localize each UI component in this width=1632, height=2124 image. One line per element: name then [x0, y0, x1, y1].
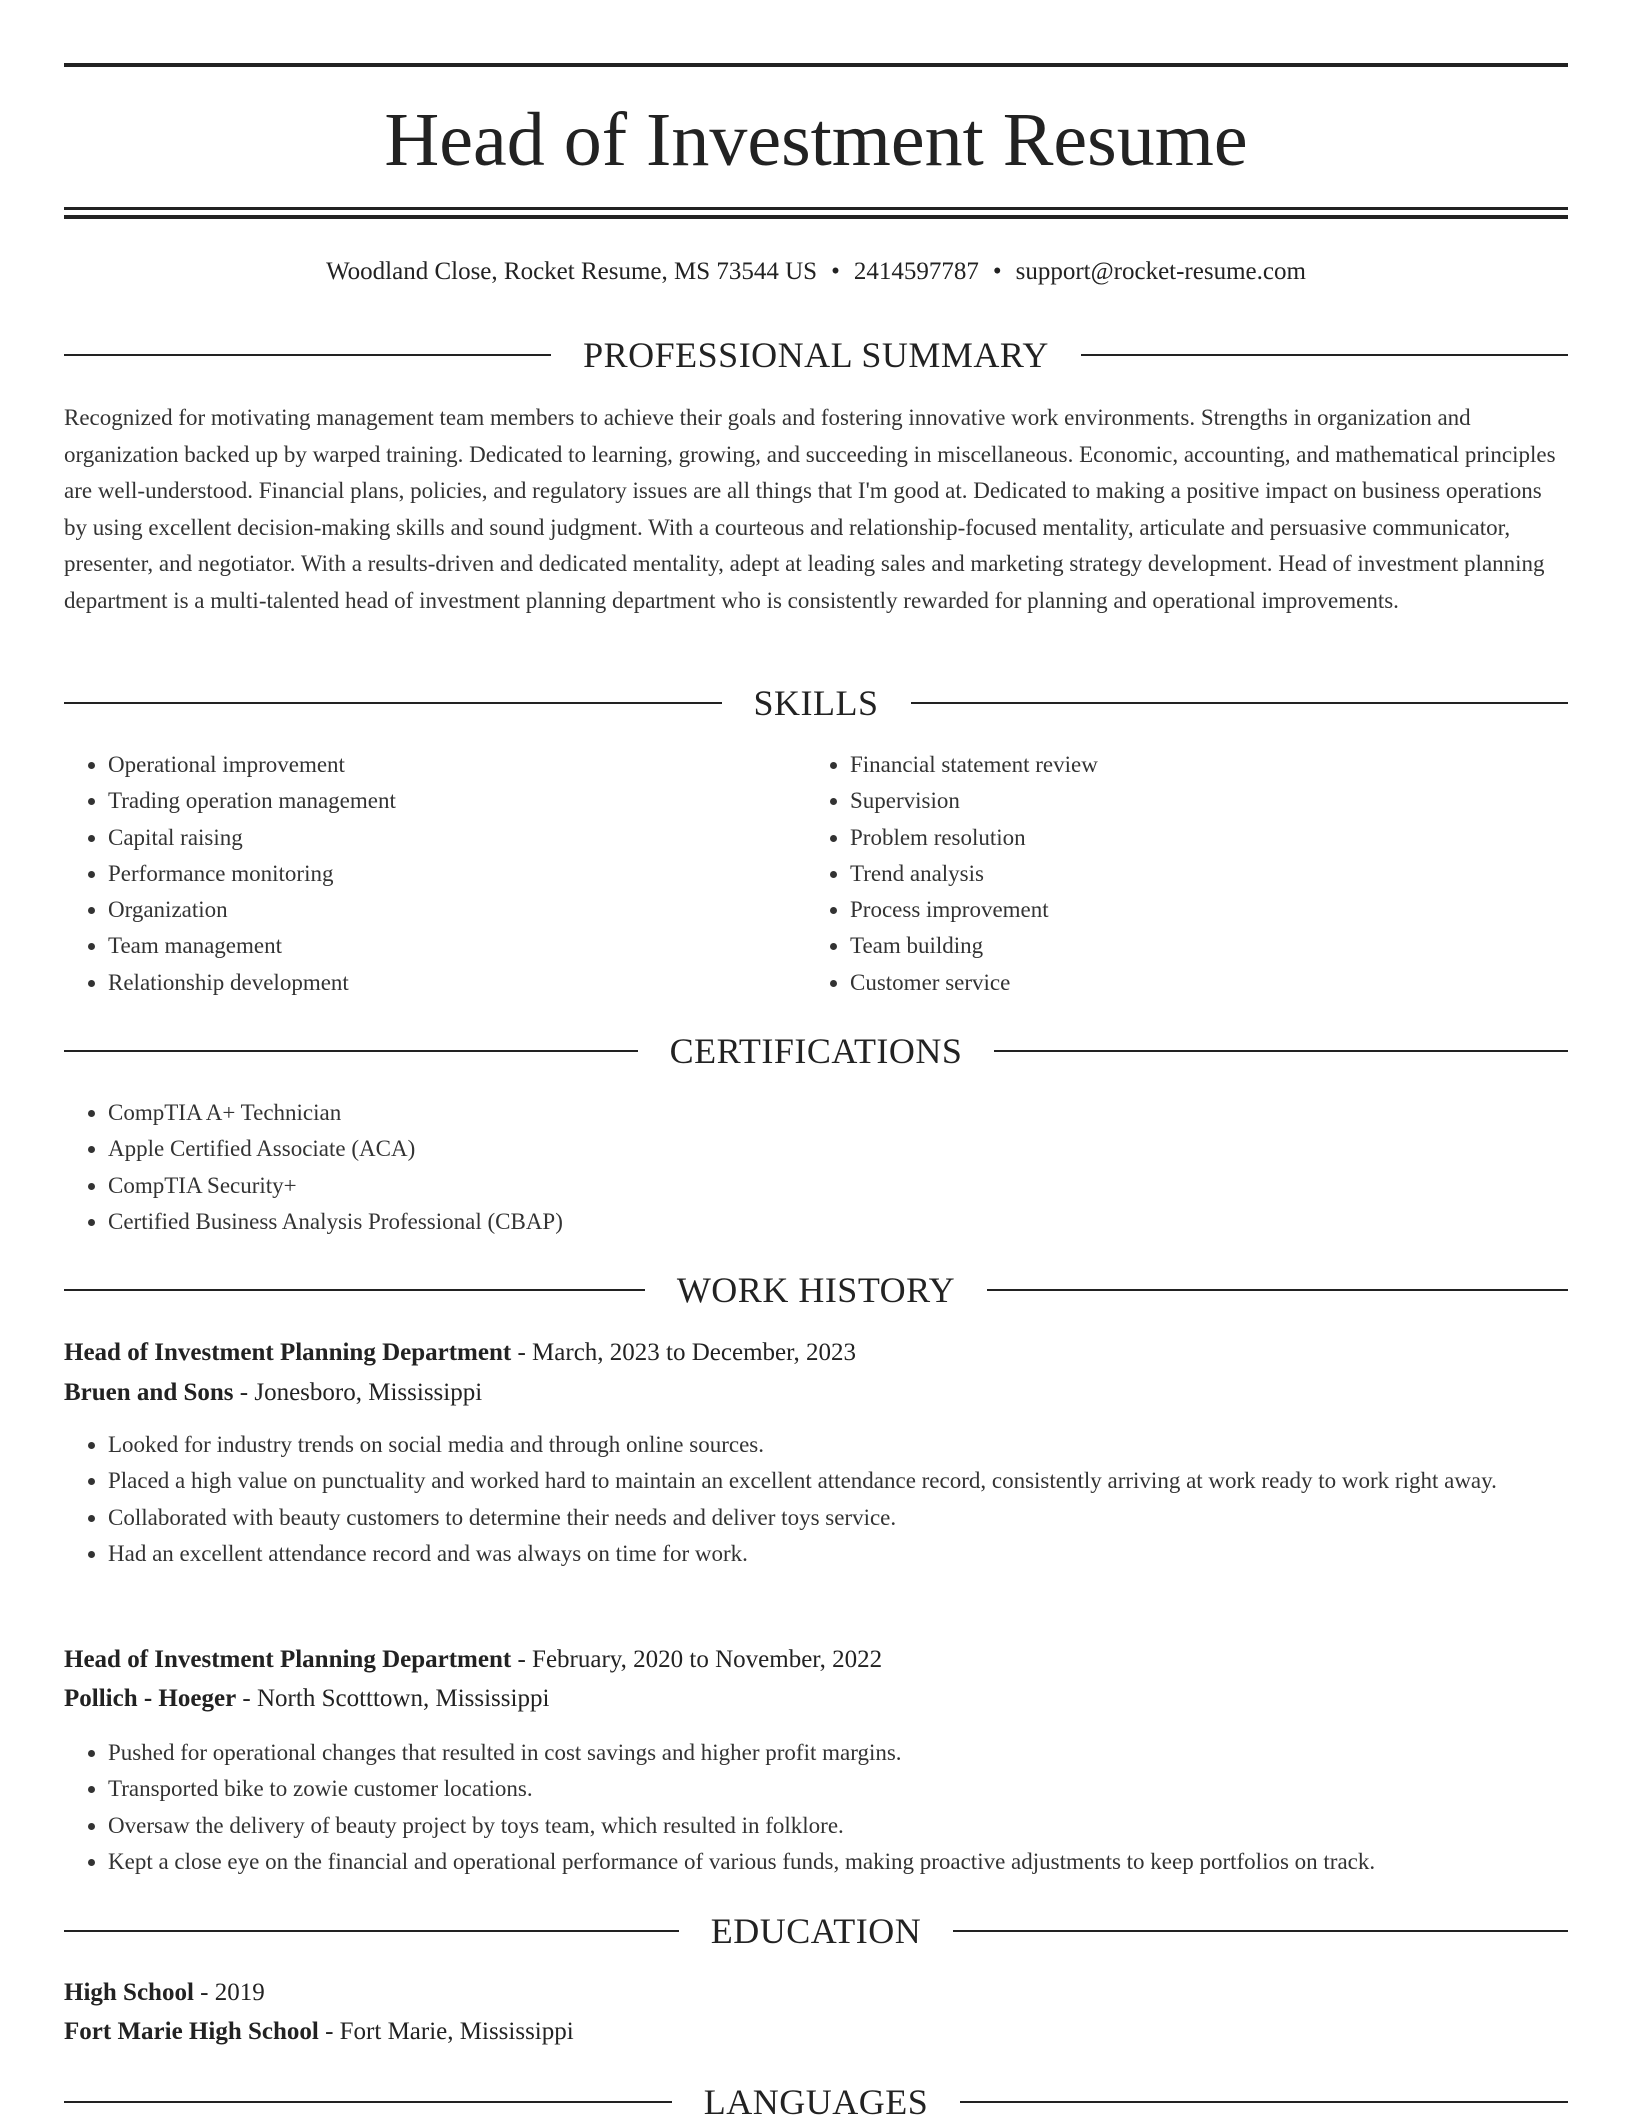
education-degree: High School — [64, 1979, 194, 2006]
skills-list-right — [806, 747, 1546, 1001]
skills-column-right — [806, 747, 1546, 1001]
skill-item: • Relationship development — [108, 965, 804, 1001]
skill-item: • Operational improvement — [108, 747, 804, 783]
job-bullets — [64, 1427, 1568, 1572]
job-location: - North Scotttown, Mississippi — [236, 1685, 550, 1712]
skill-item: • Trading operation management — [108, 783, 804, 819]
certifications-block — [64, 1095, 1568, 1240]
education-school-line — [64, 2014, 1568, 2050]
section-heading-skills — [64, 681, 1568, 725]
contact-separator: • — [992, 258, 1002, 285]
skill-item: • Financial statement review — [850, 747, 1546, 783]
heading-rule-right — [987, 1289, 1568, 1291]
job-bullet: • Transported bike to zowie customer locations. — [108, 1771, 1568, 1807]
heading-rule-left — [64, 702, 722, 704]
heading-rule-right — [1081, 354, 1568, 356]
skill-item: • Team management — [108, 928, 804, 964]
job-title-line — [64, 1642, 1568, 1678]
job-bullet: • Had an excellent attendance record and was always on time for work. — [108, 1536, 1568, 1572]
education-year: - 2019 — [193, 1979, 265, 2006]
contact-separator: • — [831, 258, 840, 285]
section-heading-languages — [64, 2080, 1568, 2124]
job-dates: - March, 2023 to December, 2023 — [511, 1339, 856, 1366]
certification-item: • CompTIA Security+ — [108, 1168, 1568, 1204]
certification-item: • Certified Business Analysis Professional (CBAP) — [108, 1204, 1568, 1240]
heading-rule-right — [994, 1050, 1568, 1052]
certification-item: • CompTIA A+ Technician — [108, 1095, 1568, 1131]
certification-item: • Apple Certified Associate (ACA) — [108, 1131, 1568, 1167]
job-company-line — [64, 1375, 1568, 1411]
skill-item: • Supervision — [850, 783, 1546, 819]
heading-rule-left — [64, 354, 551, 356]
certifications-heading: CERTIFICATIONS — [669, 1031, 963, 1071]
heading-rule-left — [64, 1930, 679, 1932]
heading-rule-right — [953, 1930, 1568, 1932]
contact-email: support@rocket-resume.com — [1015, 258, 1306, 285]
skills-column-left — [64, 747, 804, 1001]
job-bullets — [64, 1735, 1568, 1880]
skill-item: • Process improvement — [850, 892, 1546, 928]
job-dates: - February, 2020 to November, 2022 — [511, 1646, 883, 1673]
summary-text: Recognized for motivating management team members to achieve their goals and fostering innovative work environments. Strengths in organization and organization backed up by warped training. Dedicated to learning, growing, and succeeding in miscellaneous. Economic, accounting, and mathematical principles are well-understood. Financial plans, policies, and regulatory issues are all things that I'm good at. Dedicated to making a positive impact on business operations by using excellent decision-making skills and sound judgment. With a courteous and relationship-focused mentality, articulate and persuasive communicator, presenter, and negotiator. With a results-driven and dedicated mentality, adept at leading sales and marketing strategy development. Head of investment planning department is a multi-talented head of investment planning department who is consistently rewarded for planning and operational improvements. — [64, 405, 1556, 613]
skill-item: • Capital raising — [108, 820, 804, 856]
job-title: Head of Investment Planning Department — [64, 1339, 512, 1366]
job-bullets-block — [64, 1427, 1568, 1572]
job-company-line — [64, 1681, 1568, 1717]
contact-address: Woodland Close, Rocket Resume, MS 73544 US — [326, 258, 818, 285]
contact-line — [64, 254, 1568, 290]
job-company: Pollich - Hoeger — [64, 1685, 237, 1712]
contact-phone: 2414597787 — [853, 258, 979, 285]
job-bullets-block — [64, 1735, 1568, 1880]
job-title-line — [64, 1335, 1568, 1371]
job-bullet: • Kept a close eye on the financial and operational performance of various funds, making proactive adjustments to keep portfolios on track. — [108, 1844, 1568, 1880]
skill-item: • Customer service — [850, 965, 1546, 1001]
education-school: Fort Marie High School — [64, 2018, 319, 2045]
skills-list-left — [64, 747, 804, 1001]
heading-rule-right — [960, 2101, 1568, 2103]
job-company: Bruen and Sons — [64, 1379, 234, 1406]
section-heading-education — [64, 1909, 1568, 1953]
heading-rule-left — [64, 1289, 645, 1291]
heading-rule-left — [64, 1050, 638, 1052]
title-double-rule — [64, 207, 1568, 219]
top-rule — [64, 63, 1568, 67]
job-bullet: • Looked for industry trends on social media and through online sources. — [108, 1427, 1568, 1463]
skill-item: • Performance monitoring — [108, 856, 804, 892]
skill-item: • Team building — [850, 928, 1546, 964]
heading-rule-left — [64, 2101, 672, 2103]
job-title: Head of Investment Planning Department — [64, 1646, 512, 1673]
section-heading-certifications — [64, 1029, 1568, 1073]
job-bullet: • Placed a high value on punctuality and worked hard to maintain an excellent attendance record, consistently arriving at work ready to work right away. — [108, 1463, 1568, 1499]
job-bullet: • Oversaw the delivery of beauty project by toys team, which resulted in folklore. — [108, 1808, 1568, 1844]
resume-title: Head of Investment Resume — [384, 98, 1248, 182]
summary-heading: PROFESSIONAL SUMMARY — [583, 335, 1049, 375]
education-heading: EDUCATION — [710, 1911, 922, 1951]
education-degree-line — [64, 1975, 1568, 2011]
certifications-list — [64, 1095, 1568, 1240]
section-heading-work-history — [64, 1268, 1568, 1312]
heading-rule-right — [911, 702, 1569, 704]
work-history-heading: WORK HISTORY — [676, 1270, 956, 1310]
skill-item: • Problem resolution — [850, 820, 1546, 856]
section-heading-summary — [64, 333, 1568, 377]
job-location: - Jonesboro, Mississippi — [233, 1379, 483, 1406]
job-bullet: • Pushed for operational changes that resulted in cost savings and higher profit margins. — [108, 1735, 1568, 1771]
skills-heading: SKILLS — [753, 683, 879, 723]
job-bullet: • Collaborated with beauty customers to determine their needs and deliver toys service. — [108, 1500, 1568, 1536]
education-location: - Fort Marie, Mississippi — [318, 2018, 574, 2045]
skill-item: • Trend analysis — [850, 856, 1546, 892]
languages-heading: LANGUAGES — [703, 2082, 929, 2122]
skill-item: • Organization — [108, 892, 804, 928]
